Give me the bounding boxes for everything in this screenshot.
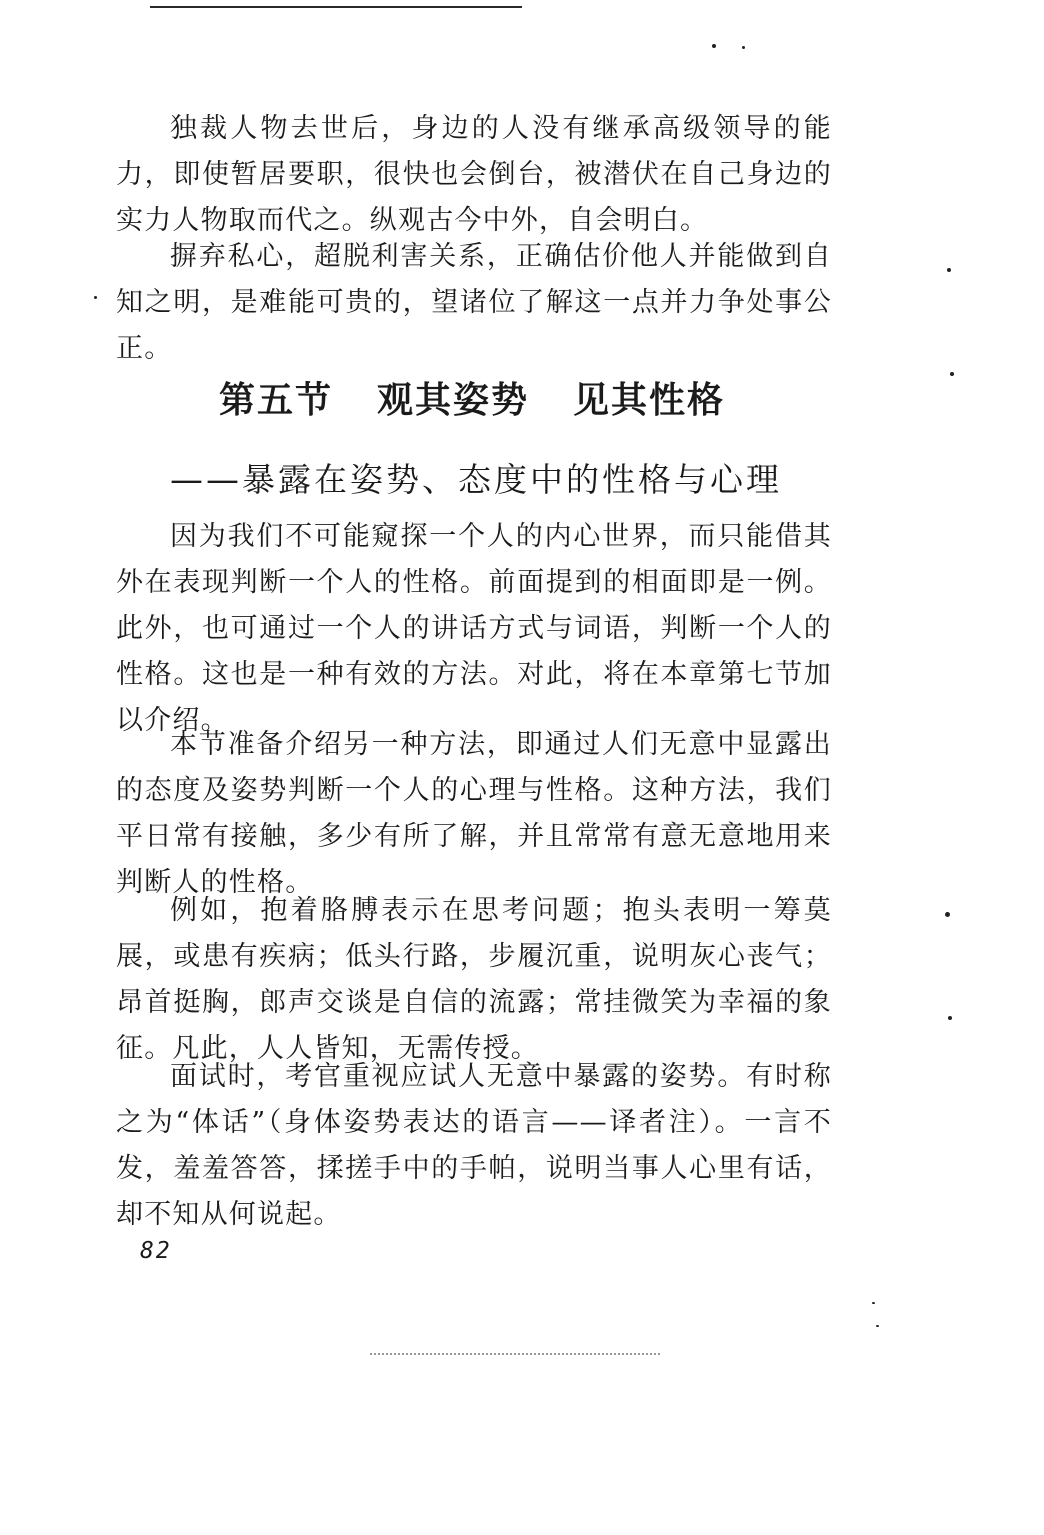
scan-speck	[945, 912, 950, 917]
section-title-part: 见其性格	[573, 380, 726, 421]
paragraph: 因为我们不可能窥探一个人的内心世界，而只能借其外在表现判断一个人的性格。前面提到的相面即是一例。此外，也可通过一个人的讲话方式与词语，判断一个人的性格。这也是一种有效的方法。对此，将在本章第七节加以介绍。	[116, 521, 832, 736]
top-rule	[150, 6, 522, 8]
page-number: 82	[140, 1238, 172, 1264]
scan-speck	[947, 268, 951, 272]
bottom-scan-dots	[370, 1353, 660, 1357]
section-title-part: 观其姿势	[376, 380, 529, 421]
paragraph: 面试时，考官重视应试人无意中暴露的姿势。有时称之为“体话”（身体姿势表达的语言——译者注）。一言不发，羞羞答答，揉搓手中的手帕，说明当事人心里有话，却不知从何说起。	[116, 1061, 832, 1230]
scan-speck	[94, 296, 97, 299]
section-title	[0, 372, 944, 423]
scan-speck	[876, 1325, 879, 1327]
scan-speck	[950, 372, 954, 376]
scan-speck	[742, 46, 745, 49]
paragraph: 独裁人物去世后，身边的人没有继承高级领导的能力，即使暂居要职，很快也会倒台，被潜伏在自己身边的实力人物取而代之。纵观古今中外，自会明白。	[116, 113, 832, 236]
scan-speck	[872, 1302, 875, 1304]
scan-speck	[948, 1016, 952, 1020]
section-number: 第五节	[218, 380, 333, 421]
paragraph: 摒弃私心，超脱利害关系，正确估价他人并能做到自知之明，是难能可贵的，望诸位了解这一点并力争处事公正。	[116, 241, 832, 364]
scan-speck	[712, 44, 716, 48]
paragraph: 例如，抱着胳膊表示在思考问题；抱头表明一筹莫展，或患有疾病；低头行路，步履沉重，说明灰心丧气；昂首挺胸，郎声交谈是自信的流露；常挂微笑为幸福的象征。凡此，人人皆知，无需传授。	[116, 895, 832, 1064]
paragraph: 本节准备介绍另一种方法，即通过人们无意中显露出的态度及姿势判断一个人的心理与性格。这种方法，我们平日常有接触，多少有所了解，并且常常有意无意地用来判断人的性格。	[116, 729, 832, 898]
section-subtitle: ——暴露在姿势、态度中的性格与心理	[170, 460, 782, 499]
